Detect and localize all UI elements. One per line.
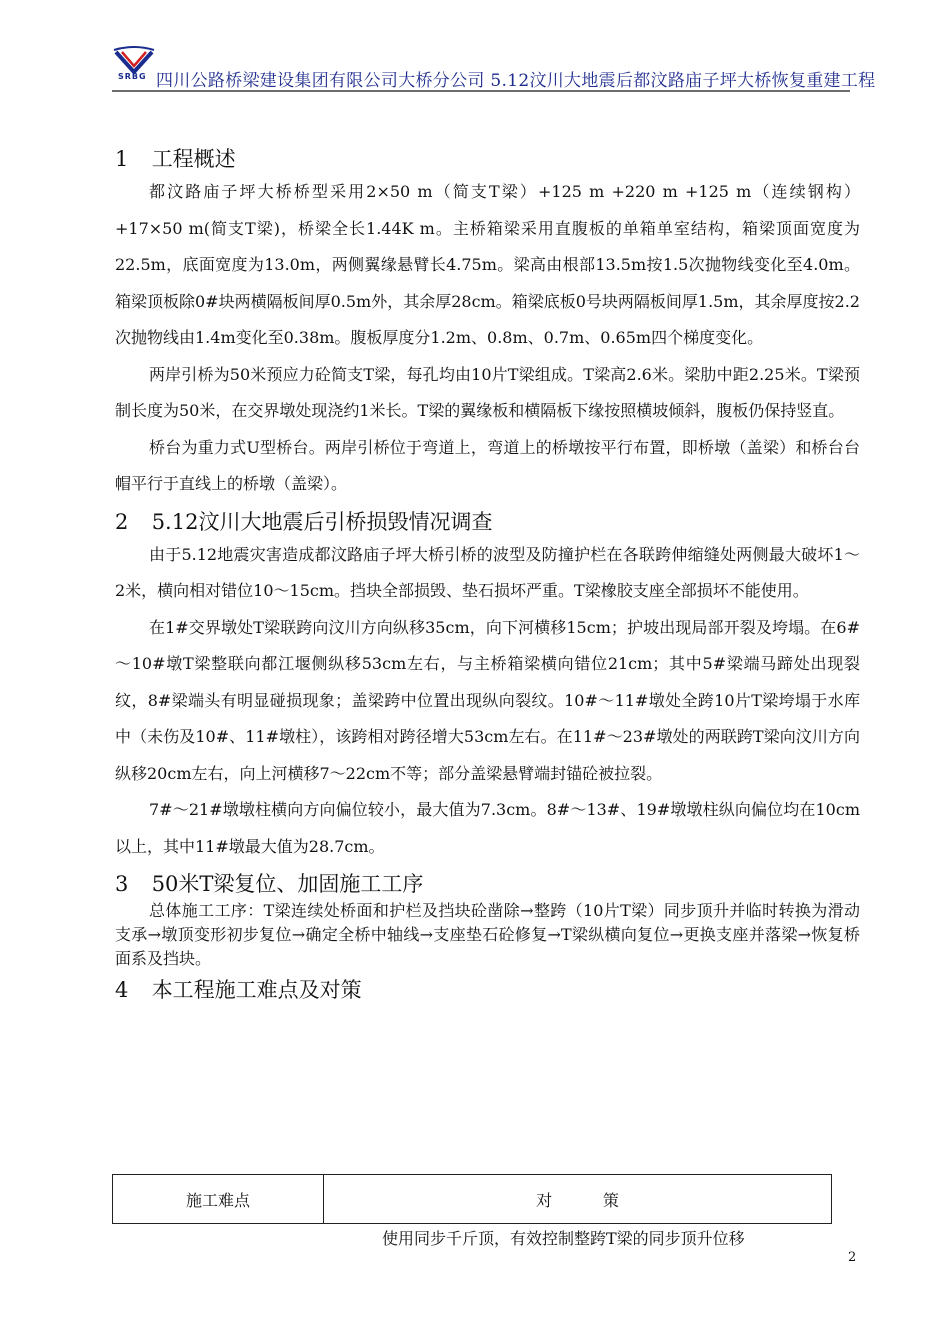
section-1-title: 工程概述 — [151, 147, 236, 171]
difficulty-table — [112, 1174, 832, 1224]
table-header-row — [113, 1175, 832, 1224]
page-number: 2 — [848, 1250, 857, 1265]
section-2-heading — [115, 507, 860, 537]
section-3-paragraph-1: 总体施工工序：T梁连续处桥面和护栏及挡块砼凿除→整跨（10片T梁）同步顶升并临时转换为滑动支承→墩顶变形初步复位→确定全桥中轴线→支座垫石砼修复→T梁纵横向复位→更换支座并落梁→恢复桥面系及挡块。 — [115, 901, 860, 968]
page-header — [112, 38, 876, 92]
section-2-title: 5.12汶川大地震后引桥损毁情况调查 — [151, 509, 493, 534]
table-row-partial-text: 使用同步千斤顶，有效控制整跨T梁的同步顶升位移 — [382, 1229, 745, 1248]
header-title: 四川公路桥梁建设集团有限公司大桥分公司 5.12汶川大地震后都汶路庙子坪大桥恢复重建工程 — [156, 71, 876, 91]
section-1-paragraph-3: 桥台为重力式U型桥台。两岸引桥位于弯道上，弯道上的桥墩按平行布置，即桥墩（盖梁）和桥台台帽平行于直线上的桥墩（盖梁）。 — [115, 437, 860, 493]
section-1-number: 1 — [115, 147, 129, 171]
section-1-heading — [115, 144, 860, 174]
table-header-difficulty: 施工难点 — [113, 1175, 324, 1224]
section-4-number: 4 — [115, 978, 129, 1002]
section-3-number: 3 — [115, 872, 129, 896]
section-4-heading — [115, 975, 860, 1005]
section-3-title: 50米T梁复位、加固施工工序 — [151, 872, 424, 896]
section-3-heading — [115, 869, 860, 899]
section-1-paragraph-1: 都汶路庙子坪大桥桥型采用2×50 m（简支T梁）+125 m +220 m +125 m（连续钢构）+17×50 m(简支T梁)，桥梁全长1.44K m。主桥箱梁采用直腹板的单箱单室结构，箱梁顶面宽度为22.5m，底面宽度为13.0m，两侧翼缘悬臂长4.75m。梁高由根部13.5m按1.5次抛物线变化至4.0m。箱梁顶板除0#块两横隔板间厚0.5m外，其余厚28cm。箱梁底板0号块两隔板间厚1.5m，其余厚度按2.2次抛物线由1.4m变化至0.38m。腹板厚度分1.2m、0.8m、0.7m、0.65m四个梯度变化。 — [115, 182, 860, 347]
section-2-paragraph-1: 由于5.12地震灾害造成都汶路庙子坪大桥引桥的波型及防撞护栏在各联跨伸缩缝处两侧最大破坏1～2米，横向相对错位10～15cm。挡块全部损毁、垫石损坏严重。T梁橡胶支座全部损坏不能使用。 — [115, 544, 860, 600]
section-2-paragraph-2: 在1#交界墩处T梁联跨向汶川方向纵移35cm，向下河横移15cm；护坡出现局部开裂及垮塌。在6#～10#墩T梁整联向都江堰侧纵移53cm左右，与主桥箱梁横向错位21cm；其中5#梁端马蹄处出现裂纹，8#梁端头有明显碰损现象；盖梁跨中位置出现纵向裂纹。10#～11#墩处全跨10片T梁垮塌于水库中（未伤及10#、11#墩柱），该跨相对跨径增大53cm左右。在11#～23#墩处的两联跨T梁向汶川方向纵移20cm左右，向上河横移7～22cm不等；部分盖梁悬臂端封锚砼被拉裂。 — [115, 617, 860, 783]
section-2-number: 2 — [115, 509, 129, 534]
section-4-title: 本工程施工难点及对策 — [151, 978, 362, 1002]
section-2-paragraph-3: 7#～21#墩墩柱横向方向偏位较小，最大值为7.3cm。8#～13#、19#墩墩柱纵向偏位均在10cm以上，其中11#墩最大值为28.7cm。 — [115, 800, 860, 856]
logo-text: SRBG — [118, 72, 147, 81]
document-body — [115, 140, 860, 1005]
section-1-paragraph-2: 两岸引桥为50米预应力砼简支T梁，每孔均由10片T梁组成。T梁高2.6米。梁肋中距2.25米。T梁预制长度为50米，在交界墩处现浇约1米长。T梁的翼缘板和横隔板下缘按照横坡倾斜，腹板仍保持竖直。 — [115, 364, 860, 420]
table-header-countermeasure: 对 策 — [324, 1175, 832, 1224]
